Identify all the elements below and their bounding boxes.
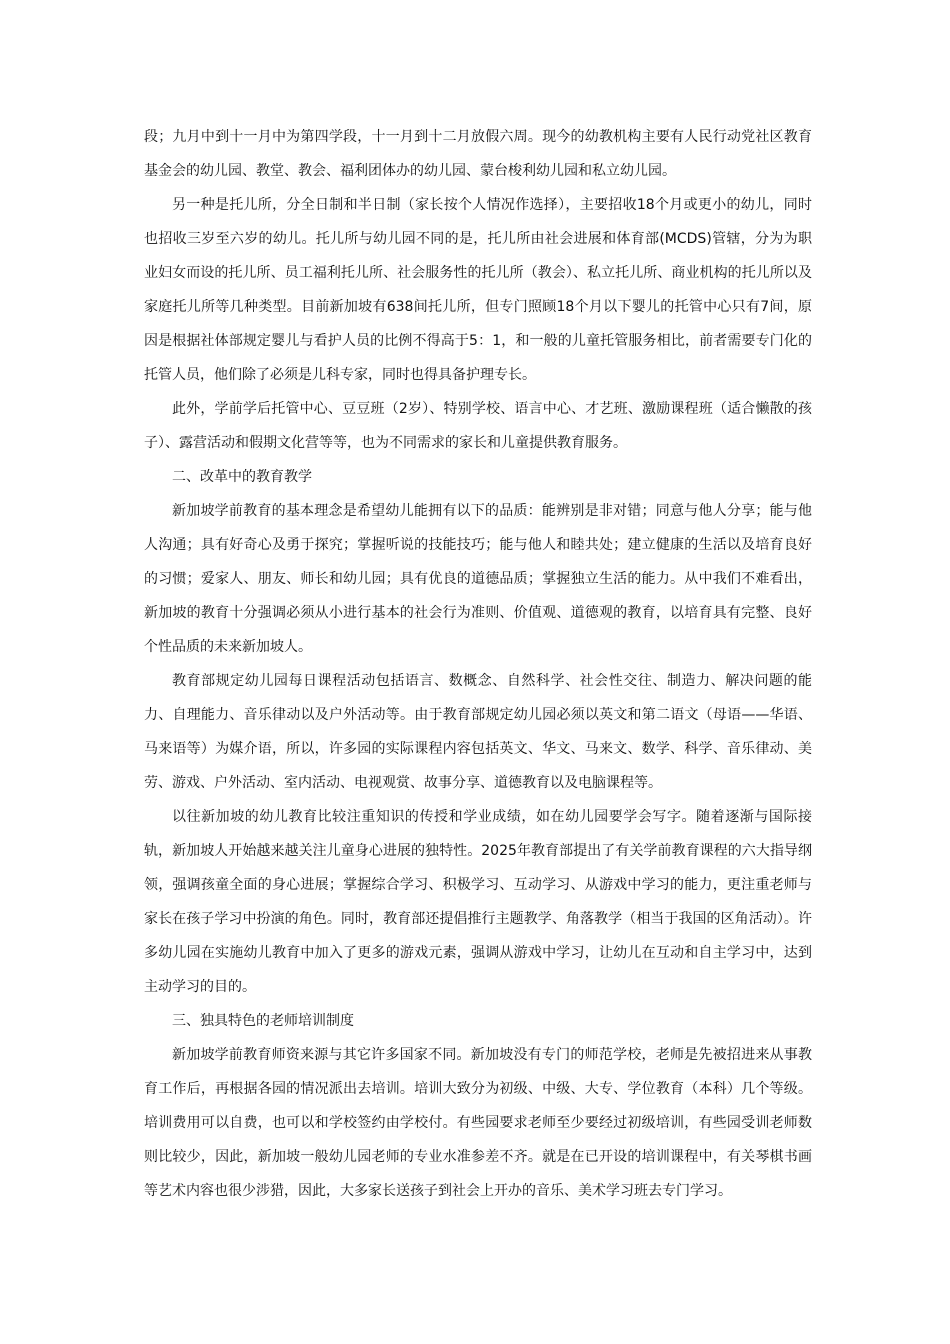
section-heading-teaching-reform: 二、改革中的教育教学 (172, 469, 312, 485)
document-page (144, 120, 812, 1208)
paragraph-basic-philosophy: 新加坡学前教育的基本理念是希望幼儿能拥有以下的品质：能辨别是非对错；同意与他人分享；能与他人沟通；具有好奇心及勇于探究；掌握听说的技能技巧；能与他人和睦共处；建立健康的生活以及培育良好的习惯；爱家人、朋友、师长和幼儿园；具有优良的道德品质；掌握独立生活的能力。从中我们不难看出，新加坡的教育十分强调必须从小进行基本的社会行为准则、价值观、道德观的教育，以培育具有完整、良好个性品质的未来新加坡人。 (144, 503, 812, 655)
section-heading-teacher-training: 三、独具特色的老师培训制度 (172, 1013, 354, 1029)
paragraph-teacher-training: 新加坡学前教育师资来源与其它许多国家不同。新加坡没有专门的师范学校，老师是先被招进来从事教育工作后，再根据各园的情况派出去培训。培训大致分为初级、中级、大专、学位教育（本科）几个等级。培训费用可以自费，也可以和学校签约由学校付。有些园要求老师至少要经过初级培训，有些园受训老师数则比较少，因此，新加坡一般幼儿园老师的专业水准参差不齐。就是在已开设的培训课程中，有关琴棋书画等艺术内容也很少涉猎，因此，大多家长送孩子到社会上开办的音乐、美术学习班去专门学习。 (144, 1047, 812, 1199)
paragraph-other-services: 此外，学前学后托管中心、豆豆班（2岁）、特别学校、语言中心、才艺班、激励课程班（适合懒散的孩子）、露营活动和假期文化营等等，也为不同需求的家长和儿童提供教育服务。 (144, 401, 812, 451)
paragraph-nursery: 另一种是托儿所，分全日制和半日制（家长按个人情况作选择），主要招收18个月或更小的幼儿，同时也招收三岁至六岁的幼儿。托儿所与幼儿园不同的是，托儿所由社会进展和体育部(MCDS)管辖，分为为职业妇女而设的托儿所、员工福利托儿所、社会服务性的托儿所（教会）、私立托儿所、商业机构的托儿所以及家庭托儿所等几种类型。目前新加坡有638间托儿所，但专门照顾18个月以下婴儿的托管中心只有7间，原因是根据社体部规定婴儿与看护人员的比例不得高于5：1，和一般的儿童托管服务相比，前者需要专门化的托管人员，他们除了必须是儿科专家，同时也得具备护理专长。 (144, 197, 812, 383)
paragraph-curriculum: 教育部规定幼儿园每日课程活动包括语言、数概念、自然科学、社会性交往、制造力、解决问题的能力、自理能力、音乐律动以及户外活动等。由于教育部规定幼儿园必须以英文和第二语文（母语——华语、马来语等）为媒介语，所以，许多园的实际课程内容包括英文、华文、马来文、数学、科学、音乐律动、美劳、游戏、户外活动、室内活动、电视观赏、故事分享、道德教育以及电脑课程等。 (144, 673, 812, 791)
paragraph-kindergarten-types: 段；九月中到十一月中为第四学段，十一月到十二月放假六周。现今的幼教机构主要有人民行动党社区教育基金会的幼儿园、教堂、教会、福利团体办的幼儿园、蒙台梭利幼儿园和私立幼儿园。 (144, 129, 812, 179)
paragraph-development: 以往新加坡的幼儿教育比较注重知识的传授和学业成绩，如在幼儿园要学会写字。随着逐渐与国际接轨，新加坡人开始越来越关注儿童身心进展的独特性。2025年教育部提出了有关学前教育课程的六大指导纲领，强调孩童全面的身心进展；掌握综合学习、积极学习、互动学习、从游戏中学习的能力，更注重老师与家长在孩子学习中扮演的角色。同时，教育部还提倡推行主题教学、角落教学（相当于我国的区角活动）。许多幼儿园在实施幼儿教育中加入了更多的游戏元素，强调从游戏中学习，让幼儿在互动和自主学习中，达到主动学习的目的。 (144, 809, 812, 995)
